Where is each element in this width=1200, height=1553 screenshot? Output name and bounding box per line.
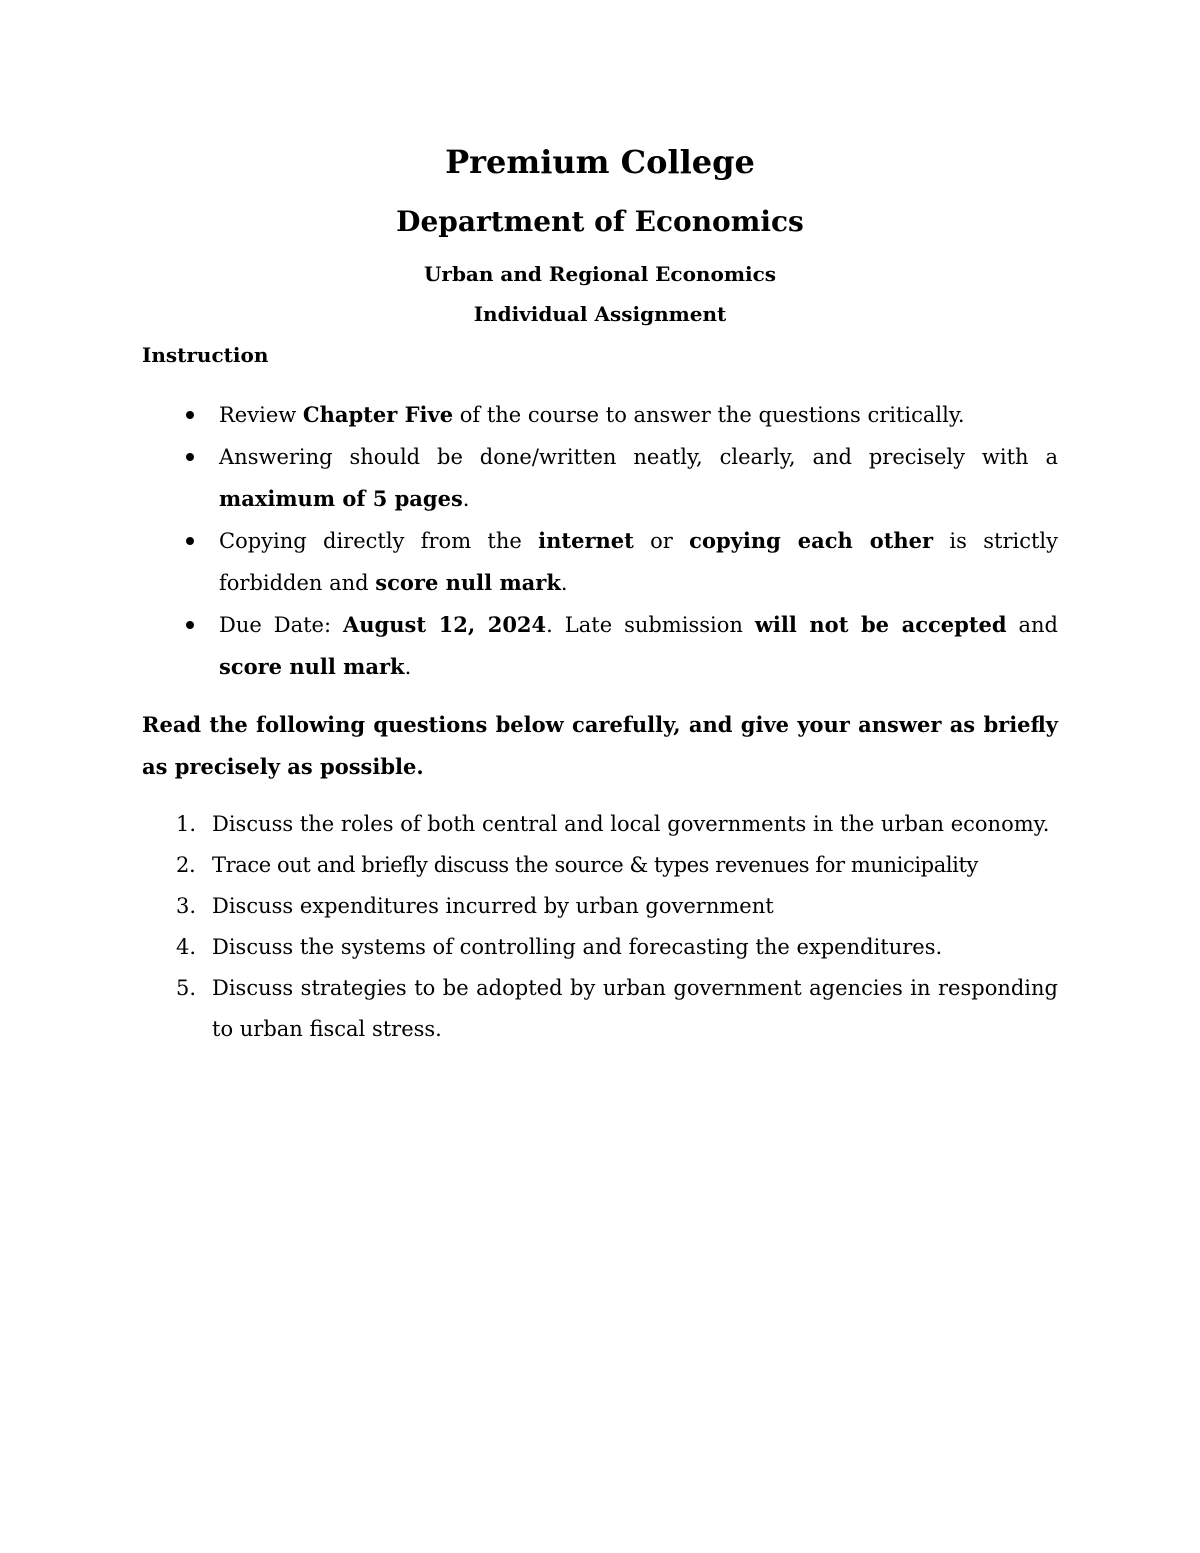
question-text: Discuss the systems of controlling and forecasting the expenditures. xyxy=(212,935,943,959)
assignment-type: Individual Assignment xyxy=(473,302,727,326)
question-number: 4. xyxy=(176,935,197,959)
bullet-dot-icon xyxy=(186,621,194,629)
course-title: Urban and Regional Economics xyxy=(423,262,777,286)
bullet-dot-icon xyxy=(186,411,194,419)
bullet-dot-icon xyxy=(186,453,194,461)
instruction-item: Review Chapter Five of the course to answer the questions critically. xyxy=(142,394,1058,436)
question-item xyxy=(142,927,1058,968)
instruction-item: Copying directly from the internet or copying each other is strictly forbidden and score null mark. xyxy=(142,520,1058,604)
question-text: Discuss strategies to be adopted by urban government agencies in responding to urban fiscal stress. xyxy=(212,976,1058,1041)
department-title: Department of Economics xyxy=(396,205,804,238)
question-item xyxy=(142,886,1058,927)
question-item xyxy=(142,968,1058,1050)
college-title: Premium College xyxy=(445,143,755,181)
questions-lead: Read the following questions below carefully, and give your answer as briefly as precisely as possible. xyxy=(142,712,1058,779)
question-item xyxy=(142,845,1058,886)
question-item xyxy=(142,804,1058,845)
question-list xyxy=(142,804,1058,1050)
question-number: 3. xyxy=(176,894,197,918)
question-text: Discuss the roles of both central and local governments in the urban economy. xyxy=(212,812,1050,836)
bullet-dot-icon xyxy=(186,537,194,545)
question-number: 5. xyxy=(176,976,197,1000)
question-number: 1. xyxy=(176,812,197,836)
question-text: Trace out and briefly discuss the source & types revenues for municipality xyxy=(212,853,978,877)
instruction-item: Due Date: August 12, 2024. Late submission will not be accepted and score null mark. xyxy=(142,604,1058,688)
instruction-heading: Instruction xyxy=(142,343,269,367)
question-number: 2. xyxy=(176,853,196,877)
instruction-list xyxy=(142,394,1058,688)
question-text: Discuss expenditures incurred by urban government xyxy=(212,894,774,918)
instruction-item: Answering should be done/written neatly, clearly, and precisely with a maximum of 5 pages. xyxy=(142,436,1058,520)
